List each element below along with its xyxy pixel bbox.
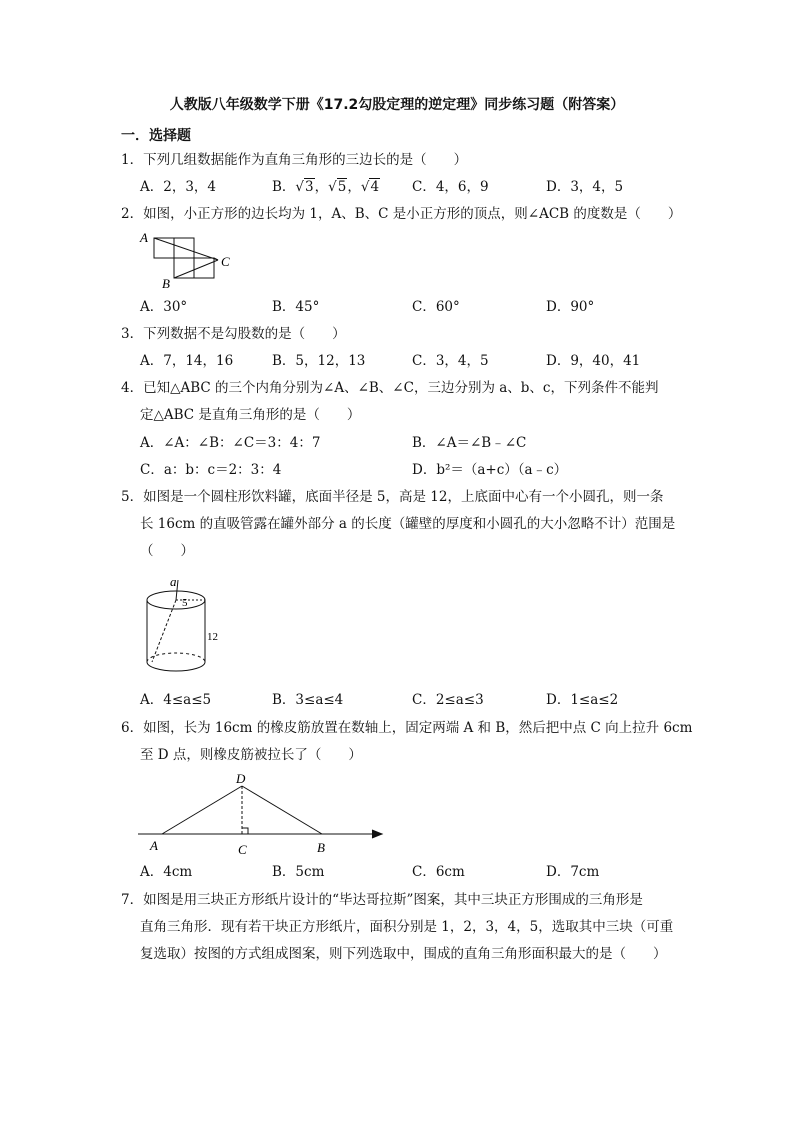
- q6-right-angle-mark: [242, 828, 248, 834]
- q4-option-a: A．∠A：∠B：∠C＝3：4：7: [140, 435, 321, 451]
- q1-option-b: B．√3，√5，√4: [272, 179, 380, 195]
- q2-square: [174, 258, 194, 278]
- q1-stem: 1．下列几组数据能作为直角三角形的三边长的是（ ）: [121, 152, 468, 168]
- q6-label-b: B: [317, 840, 325, 855]
- q2-grid-figure: [130, 228, 240, 290]
- q4-stem-line2: 定△ABC 是直角三角形的是（ ）: [140, 407, 361, 423]
- q5-cylinder-figure: [136, 572, 226, 682]
- section-heading: 一．选择题: [121, 128, 191, 144]
- q6-stem-line2: 至 D 点，则橡皮筋被拉长了（ ）: [140, 747, 362, 763]
- q4-stem-line1: 4．已知△ABC 的三个内角分别为∠A、∠B、∠C，三边分别为 a、b、c，下列条件不能判: [121, 380, 659, 396]
- q5-option-a: A．4≤a≤5: [140, 692, 212, 708]
- q5-cylinder-bottom-front: [147, 662, 205, 671]
- q6-label-c: C: [238, 842, 247, 857]
- q2-segment-bc: [174, 260, 218, 278]
- q3-option-c: C．3，4，5: [412, 353, 489, 369]
- q6-numberline-figure: [136, 770, 388, 858]
- q2-label-c: C: [221, 254, 230, 269]
- q4-option-b: B．∠A＝∠B﹣∠C: [412, 435, 527, 451]
- q2-square: [194, 258, 214, 278]
- q4-option-d: D．b²＝（a+c）（a﹣c）: [412, 462, 568, 478]
- q3-option-b: B．5，12，13: [272, 353, 366, 369]
- q2-option-b: B．45°: [272, 299, 320, 315]
- page-title: 人教版八年级数学下册《17.2勾股定理的逆定理》同步练习题（附答案）: [169, 97, 625, 113]
- q1-option-b-letter: B．: [272, 179, 296, 195]
- q7-stem-line3: 复选取）按图的方式组成图案，则下列选取中，围成的直角三角形面积最大的是（ ）: [140, 946, 667, 962]
- q6-stem-line1: 6．如图，长为 16cm 的橡皮筋放置在数轴上，固定两端 A 和 B，然后把中点 C 向上拉升 6cm: [121, 720, 693, 736]
- q6-option-b: B．5cm: [272, 864, 325, 880]
- q6-option-a: A．4cm: [140, 864, 193, 880]
- q5-option-d: D．1≤a≤2: [546, 692, 619, 708]
- q3-stem: 3．下列数据不是勾股数的是（ ）: [121, 326, 346, 342]
- q5-label-radius: 5: [182, 597, 188, 609]
- q7-stem-line1: 7．如图是用三块正方形纸片设计的“毕达哥拉斯”图案，其中三块正方形围成的三角形是: [121, 892, 643, 908]
- q6-axis-arrow: [372, 830, 382, 838]
- q6-option-d: D．7cm: [546, 864, 600, 880]
- q5-option-c: C．2≤a≤3: [412, 692, 484, 708]
- q7-stem-line2: 直角三角形．现有若干块正方形纸片，面积分别是 1，2，3，4，5，选取其中三块（可重: [140, 919, 674, 935]
- q2-stem: 2．如图，小正方形的边长均为 1，A、B、C 是小正方形的顶点，则∠ACB 的度数是（ ）: [121, 206, 682, 222]
- q5-stem-line3: （ ）: [140, 543, 194, 559]
- q5-option-b: B．3≤a≤4: [272, 692, 344, 708]
- q5-cylinder-bottom-back: [147, 653, 205, 662]
- q3-option-d: D．9，40，41: [546, 353, 641, 369]
- q5-label-a: a: [170, 574, 177, 589]
- q6-segment-db: [242, 786, 322, 834]
- q2-label-a: A: [140, 230, 148, 245]
- q1-option-a: A．2，3，4: [140, 179, 217, 195]
- q4-option-c: C．a：b：c＝2：3：4: [140, 462, 282, 478]
- q5-stem-line1: 5．如图是一个圆柱形饮料罐，底面半径是 5，高是 12，上底面中心有一个小圆孔，则一条: [121, 489, 664, 505]
- q6-label-d: D: [236, 771, 246, 786]
- q1-root-2: 5: [337, 179, 347, 195]
- q5-stem-line2: 长 16cm 的直吸管露在罐外部分 a 的长度（罐壁的厚度和小圆孔的大小忽略不计）范围是: [140, 516, 676, 532]
- q2-option-d: D．90°: [546, 299, 595, 315]
- q1-root-1: 3: [305, 179, 314, 195]
- q3-option-a: A．7，14，16: [140, 353, 234, 369]
- q5-label-height: 12: [207, 631, 218, 643]
- q1-option-c: C．4，6，9: [412, 179, 489, 195]
- q6-option-c: C．6cm: [412, 864, 465, 880]
- q1-option-d: D．3，4，5: [546, 179, 624, 195]
- q1-root-3: 4: [370, 179, 380, 195]
- q2-option-a: A．30°: [140, 299, 188, 315]
- q2-label-b: B: [162, 276, 170, 290]
- q6-segment-ad: [162, 786, 242, 834]
- q2-option-c: C．60°: [412, 299, 460, 315]
- q2-segment-ac: [154, 238, 218, 260]
- q6-label-a: A: [150, 838, 158, 853]
